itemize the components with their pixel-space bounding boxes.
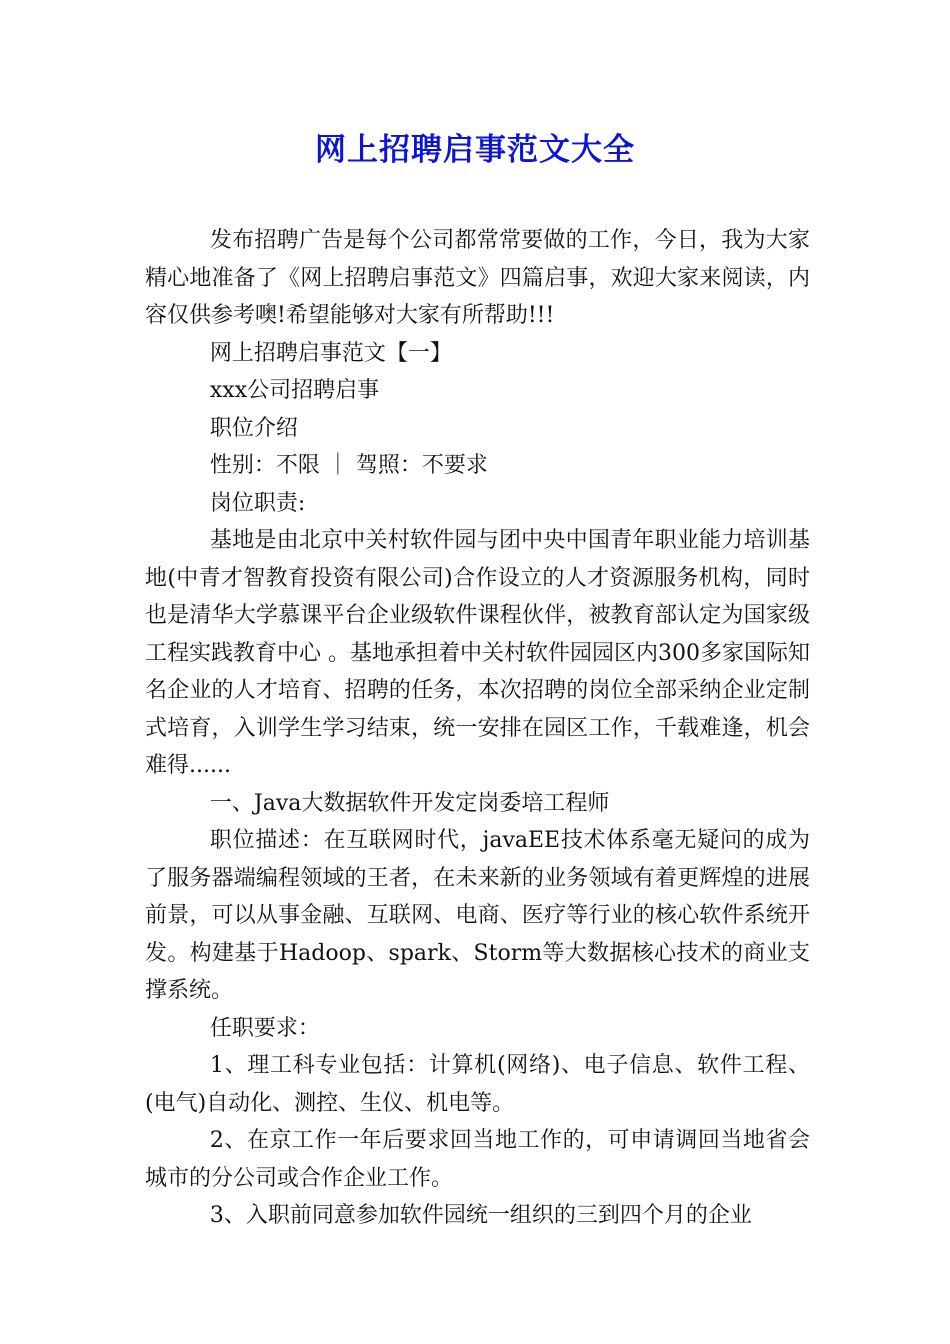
job-description-paragraph: 职位描述：在互联网时代，javaEE技术体系毫无疑问的成为了服务器端编程领域的王者，在未来新的业务领域有着更辉煌的进展前景，可以从事金融、互联网、电商、医疗等行业的核心软件系统开发。构建基于Hadoop、spark、Storm等大数据核心技术的商业支撑系统。 xyxy=(145,828,810,1003)
job-title-heading: 一、Java大数据软件开发定岗委培工程师 xyxy=(209,790,610,816)
document-title: 网上招聘启事范文大全 xyxy=(315,132,635,168)
qualification-item-1: 1、理工科专业包括：计算机(网络)、电子信息、软件工程、(电气)自动化、测控、生仪、机电等。 xyxy=(145,1053,810,1116)
document-body xyxy=(145,222,810,1235)
company-heading: xxx公司招聘启事 xyxy=(209,378,380,403)
position-intro-heading: 职位介绍 xyxy=(209,415,298,441)
requirements-line: 性别：不限 ｜ 驾照：不要求 xyxy=(209,453,488,478)
qualification-item-3: 3、入职前同意参加软件园统一组织的三到四个月的企业 xyxy=(209,1203,752,1228)
intro-paragraph: 发布招聘广告是每个公司都常常要做的工作，今日，我为大家精心地准备了《网上招聘启事范文》四篇启事，欢迎大家来阅读，内容仅供参考噢!希望能够对大家有所帮助!!! xyxy=(145,228,810,328)
section-heading: 网上招聘启事范文【一】 xyxy=(209,340,452,366)
base-description-paragraph: 基地是由北京中关村软件园与团中央中国青年职业能力培训基地(中青才智教育投资有限公司)合作设立的人才资源服务机构，同时也是清华大学慕课平台企业级软件课程伙伴，被教育部认定为国家级工程实践教育中心 。基地承担着中关村软件园园区内300多家国际知名企业的人才培育、招聘的任务，本次招聘的岗位全部采纳企业定制式培育，入训学生学习结束，统一安排在园区工作，千载难逢，机会难得...... xyxy=(145,528,810,778)
qualifications-heading: 任职要求： xyxy=(209,1015,320,1041)
duties-heading: 岗位职责: xyxy=(209,490,306,516)
qualification-item-2: 2、在京工作一年后要求回当地工作的，可申请调回当地省会城市的分公司或合作企业工作。 xyxy=(145,1128,810,1191)
